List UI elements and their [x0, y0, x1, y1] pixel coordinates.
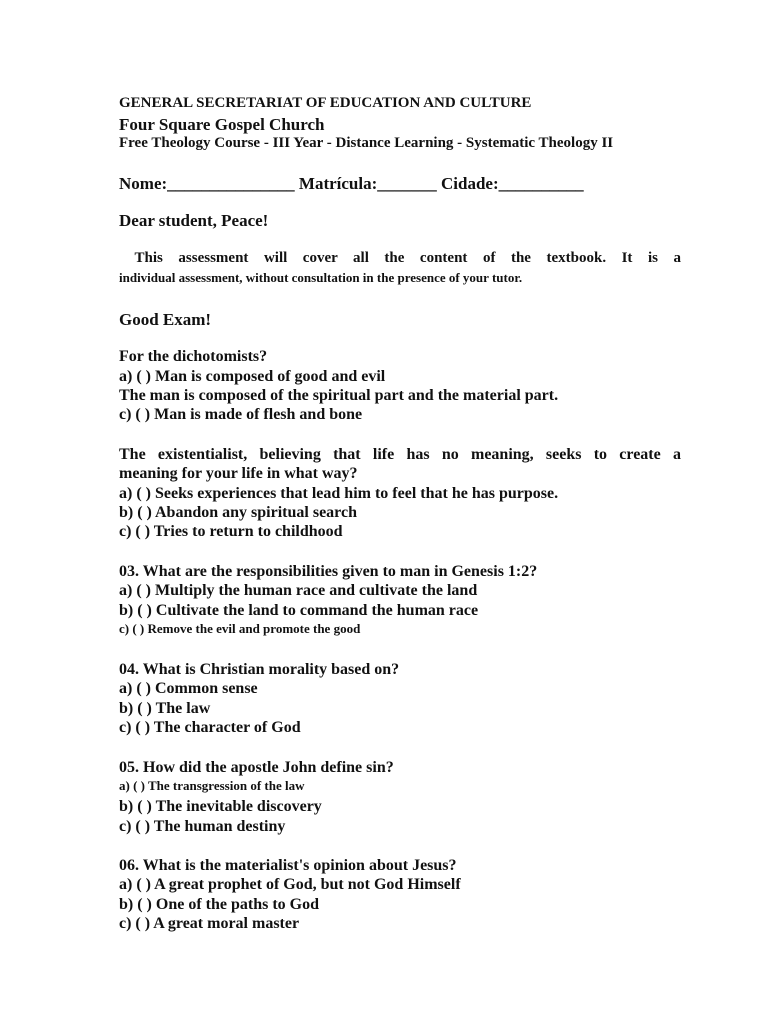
question-5-option-c: c) ( ) The human destiny — [119, 818, 286, 835]
question-2-text-line-2: meaning for your life in what way? — [119, 465, 358, 482]
header-church: Four Square Gospel Church — [119, 115, 325, 134]
good-exam: Good Exam! — [119, 310, 212, 329]
question-1-text: For the dichotomists? — [119, 348, 268, 365]
question-6-option-b: b) ( ) One of the paths to God — [119, 896, 320, 913]
question-4-option-c: c) ( ) The character of God — [119, 719, 301, 736]
question-5-text: 05. How did the apostle John define sin? — [119, 759, 394, 776]
question-1-option-b: The man is composed of the spiritual part and the material part. — [119, 387, 559, 404]
header-secretariat: GENERAL SECRETARIAT OF EDUCATION AND CULTURE — [119, 95, 532, 111]
question-2-option-a: a) ( ) Seeks experiences that lead him to feel that he has purpose. — [119, 485, 559, 502]
question-3-text: 03. What are the responsibilities given to man in Genesis 1:2? — [119, 563, 538, 580]
question-1-option-a: a) ( ) Man is composed of good and evil — [119, 368, 386, 385]
intro-line-2: individual assessment, without consultation in the presence of your tutor. — [119, 270, 523, 285]
question-3-option-b: b) ( ) Cultivate the land to command the human race — [119, 602, 479, 619]
question-2-option-c: c) ( ) Tries to return to childhood — [119, 523, 343, 540]
student-fields-line: Nome:_______________ Matrícula:_______ Cidade:__________ — [119, 174, 584, 193]
question-4-option-b: b) ( ) The law — [119, 700, 211, 717]
question-3-option-a: a) ( ) Multiply the human race and cultivate the land — [119, 582, 478, 599]
question-1-option-c: c) ( ) Man is made of flesh and bone — [119, 406, 363, 423]
question-4-text: 04. What is Christian morality based on? — [119, 661, 400, 678]
question-5-option-a: a) ( ) The transgression of the law — [119, 778, 305, 793]
question-3-option-c: c) ( ) Remove the evil and promote the good — [119, 621, 361, 636]
question-6-option-a: a) ( ) A great prophet of God, but not God Himself — [119, 876, 461, 893]
question-6-option-c: c) ( ) A great moral master — [119, 915, 300, 932]
header-course: Free Theology Course - III Year - Distance Learning - Systematic Theology II — [119, 135, 614, 151]
question-6-text: 06. What is the materialist's opinion about Jesus? — [119, 857, 457, 874]
greeting: Dear student, Peace! — [119, 211, 269, 230]
question-2-text-line-1: The existentialist, believing that life has no meaning, seeks to create a — [119, 446, 681, 463]
intro-line-1: This assessment will cover all the content of the textbook. It is a — [119, 250, 681, 266]
question-5-option-b: b) ( ) The inevitable discovery — [119, 798, 322, 815]
question-2-option-b: b) ( ) Abandon any spiritual search — [119, 504, 357, 521]
question-4-option-a: a) ( ) Common sense — [119, 680, 258, 697]
